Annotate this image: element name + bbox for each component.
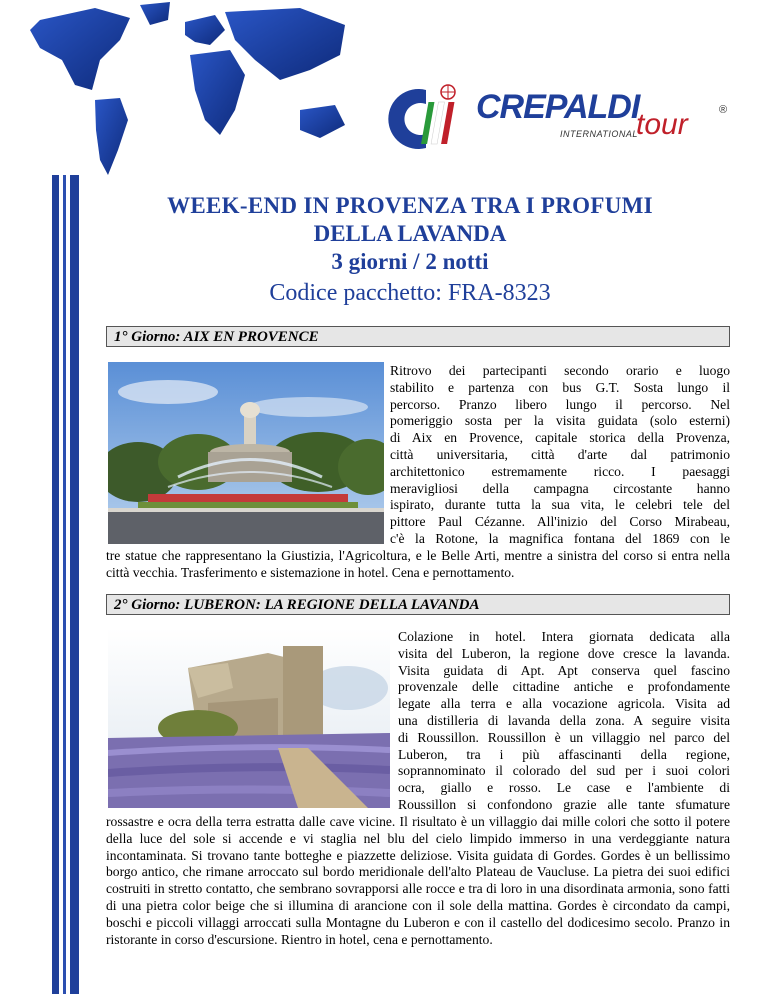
text-line: meravigliosi della campagna circostante hanno <box>390 480 730 496</box>
text-line: Ritrovo dei partecipanti secondo orario e luogo <box>390 363 730 378</box>
text-line: pomeriggio sosta per la visita guidata (solo esterni) <box>390 413 730 429</box>
text-line: visita del Luberon, la regione dove cresce la lavanda. <box>398 645 730 661</box>
company-logo <box>386 82 746 158</box>
trip-duration: 3 giorni / 2 notti <box>331 249 489 274</box>
day-1-intro <box>390 363 730 548</box>
text-line: città universitaria, città d'arte dal patrimonio <box>390 446 730 462</box>
day-2-intro <box>398 629 730 814</box>
text-line: stabilito e partenza con bus G.T. Sosta lungo il <box>390 379 730 395</box>
day-1-body: tre statue che rappresentano la Giustizia, l'Agricoltura, e le Belle Arti, mentre a sinistra del corso si entra nella città vecchia. Trasferimento e sistemazione in hotel. Cena e pernottamento. <box>106 548 730 580</box>
text-line: provenzale delle cittadine antiche e profondamente <box>398 679 730 695</box>
logo-mark-icon <box>386 82 476 152</box>
day-2-header: 2° Giorno: LUBERON: LA REGIONE DELLA LAVANDA <box>106 594 730 615</box>
text-line: ocra, giallo e rosso. Le case e l'ambiente di <box>398 780 730 796</box>
decorative-bar <box>63 175 66 994</box>
day-1-header: 1° Giorno: AIX EN PROVENCE <box>106 326 730 347</box>
page-title-line1: WEEK-END IN PROVENZA TRA I PROFUMI <box>167 193 653 218</box>
logo-tour-text: tour <box>636 108 688 141</box>
world-map-graphic <box>0 0 360 190</box>
text-line: una distilleria di lavanda della zona. A seguire visita <box>398 712 730 728</box>
package-code: Codice pacchetto: FRA-8323 <box>269 280 551 306</box>
title-block <box>100 192 720 309</box>
logo-subtitle: INTERNATIONAL <box>560 129 638 139</box>
fountain-photo <box>108 362 384 544</box>
text-line: ispirato, durante tutta la sua vita, le celebri tele del <box>390 497 730 513</box>
day-2-body: rossastre e ocra della terra estratta dalle cave vicine. Il risultato è un villaggio dai mille colori che sotto il potere della luce del sole si accende e vi staglia nel blu del cielo limpido immerso in una verdeggiante natura incontaminata. Si trovano tante botteghe e piazzette deliziose. Visita guidata di Gordes. Gordes è un bellissimo borgo antico, che rimane arroccato sul bordo meridionale dell'alto Plateau de Vaucluse. La pietra dei suoi edifici costruiti in stretto contatto, che sembrano sovrapporsi alle rocce e tra di loro in una disordinata armonia, sono fatti di una pietra color beige che si illumina di arancione con il sole della mattina. Gordes è circondato da campi, boschi e piccoli villaggi arroccati sulla Montagne du Luberon e con il castello del dodicesimo secolo. Pranzo in ristorante in corso d'escursione. Rientro in hotel, cena e pernottamento. <box>106 814 730 947</box>
text-line: percorso. Pranzo libero lungo il percorso. Nel <box>390 396 730 412</box>
decorative-bar <box>70 175 79 994</box>
text-line: di Roussillon. Roussillon è un villaggio nel parco del <box>398 729 730 745</box>
text-line: di Aix en Provence, capitale storica della Provenza, <box>390 430 730 446</box>
text-line: pittore Paul Cézanne. All'inizio del Corso Mirabeau, <box>390 514 730 530</box>
text-line: c'è la Rotone, la magnifica fontana del 1869 con le <box>390 530 730 546</box>
page-title-line2: DELLA LAVANDA <box>313 221 507 246</box>
text-line: Luberon, tra i più affascinanti della regione, <box>398 746 730 762</box>
logo-registered-mark: ® <box>719 104 728 116</box>
lavender-ruins-photo <box>108 628 390 808</box>
text-line: Visita guidata di Apt. Apt conserva quel fascino <box>398 662 730 678</box>
text-line: Colazione in hotel. Intera giornata dedicata alla <box>398 629 730 644</box>
text-line: architettonico estremamente ricco. I paesaggi <box>390 463 730 479</box>
decorative-bar <box>52 175 59 994</box>
text-line: soprannominato il colorado del sud per i suoi colori <box>398 763 730 779</box>
text-line: Roussillon si confondono grazie alle tante sfumature <box>398 796 730 812</box>
text-line: legate alla terra e alla vocazione agricola. Visita ad <box>398 696 730 712</box>
logo-brand-text: CREPALDI <box>476 88 640 126</box>
